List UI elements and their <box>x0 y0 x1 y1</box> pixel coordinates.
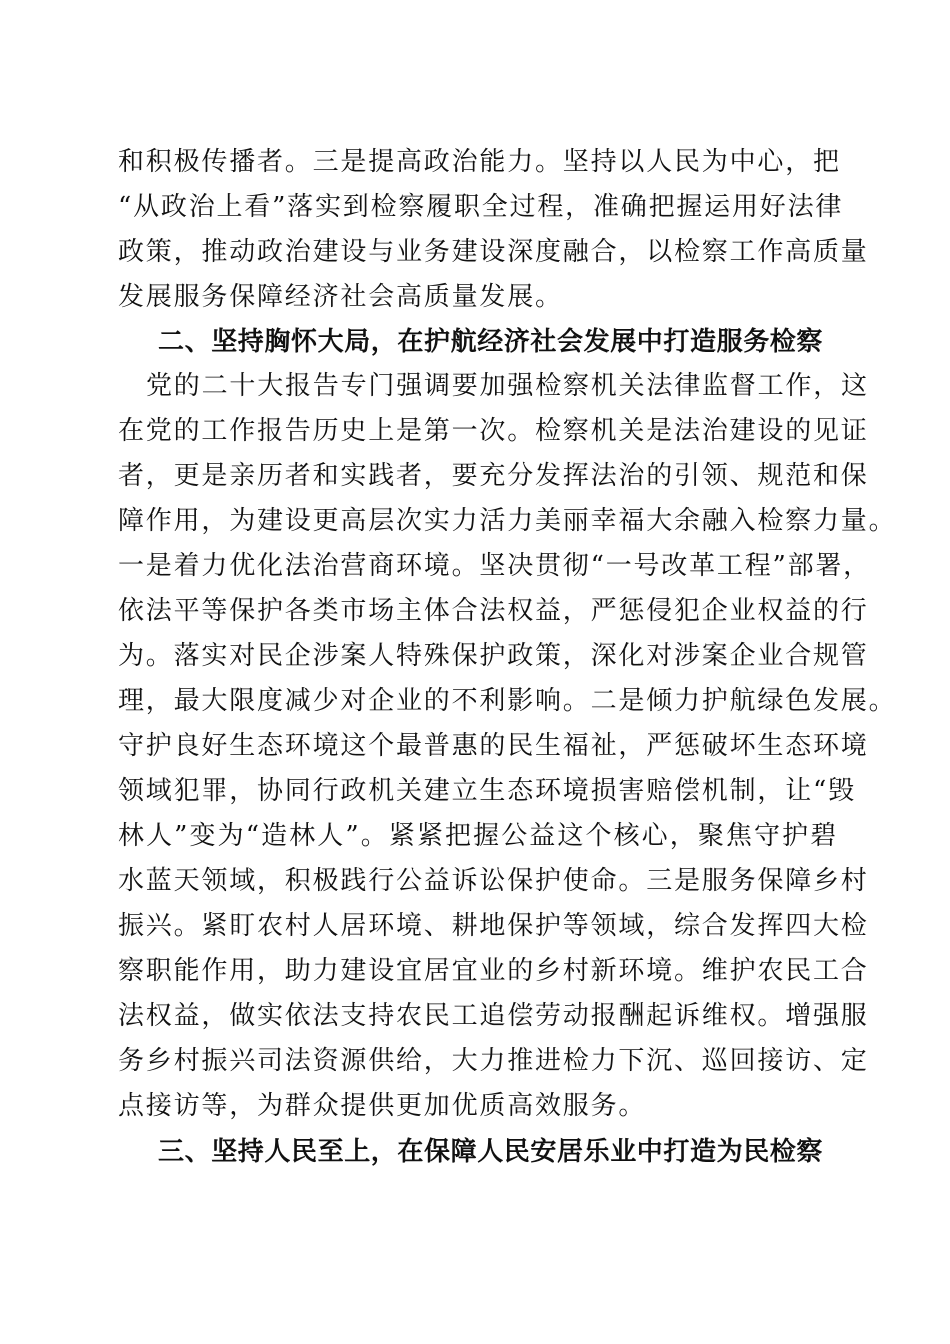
body-text-line: 水蓝天领域，积极践行公益诉讼保护使命。三是服务保障乡村 <box>118 866 869 896</box>
body-text-line: 振兴。紧盯农村人居环境、耕地保护等领域，综合发挥四大检 <box>118 911 869 941</box>
body-text-line: 依法平等保护各类市场主体合法权益，严惩侵犯企业权益的行 <box>118 596 869 626</box>
body-text-line: 障作用，为建设更高层次实力活力美丽幸福大余融入检察力量。 <box>118 506 897 536</box>
body-text-line: 为。落实对民企涉案人特殊保护政策，深化对涉案企业合规管 <box>118 641 869 671</box>
body-text-line: 林人”变为“造林人”。紧紧把握公益这个核心，聚焦守护碧 <box>118 821 838 851</box>
body-text-line: 党的二十大报告专门强调要加强检察机关法律监督工作，这 <box>146 371 869 401</box>
body-text-line: 守护良好生态环境这个最普惠的民生福祉，严惩破坏生态环境 <box>118 731 869 761</box>
body-text-line: 点接访等，为群众提供更加优质高效服务。 <box>118 1091 647 1121</box>
body-text-line: 发展服务保障经济社会高质量发展。 <box>118 282 563 312</box>
body-text-line: 察职能作用，助力建设宜居宜业的乡村新环境。维护农民工合 <box>118 956 869 986</box>
section-heading-2: 二、坚持胸怀大局，在护航经济社会发展中打造服务检察 <box>158 327 824 357</box>
section-heading-3: 三、坚持人民至上，在保障人民安居乐业中打造为民检察 <box>158 1137 824 1167</box>
body-text-line: 领域犯罪，协同行政机关建立生态环境损害赔偿机制，让“毁 <box>118 776 856 806</box>
body-text-line: 务乡村振兴司法资源供给，大力推进检力下沉、巡回接访、定 <box>118 1046 869 1076</box>
body-text-line: 法权益，做实依法支持农民工追偿劳动报酬起诉维权。增强服 <box>118 1001 869 1031</box>
body-text-line: “从政治上看”落实到检察履职全过程，准确把握运用好法律 <box>118 192 844 222</box>
body-text-line: 政策，推动政治建设与业务建设深度融合，以检察工作高质量 <box>118 237 869 267</box>
body-text-line: 和积极传播者。三是提高政治能力。坚持以人民为中心，把 <box>118 147 841 177</box>
body-text-line: 一是着力优化法治营商环境。坚决贯彻“一号改革工程”部署， <box>118 551 871 581</box>
body-text-line: 在党的工作报告历史上是第一次。检察机关是法治建设的见证 <box>118 416 869 446</box>
body-text-line: 者，更是亲历者和实践者，要充分发挥法治的引领、规范和保 <box>118 461 869 491</box>
body-text-line: 理，最大限度减少对企业的不利影响。二是倾力护航绿色发展。 <box>118 686 897 716</box>
